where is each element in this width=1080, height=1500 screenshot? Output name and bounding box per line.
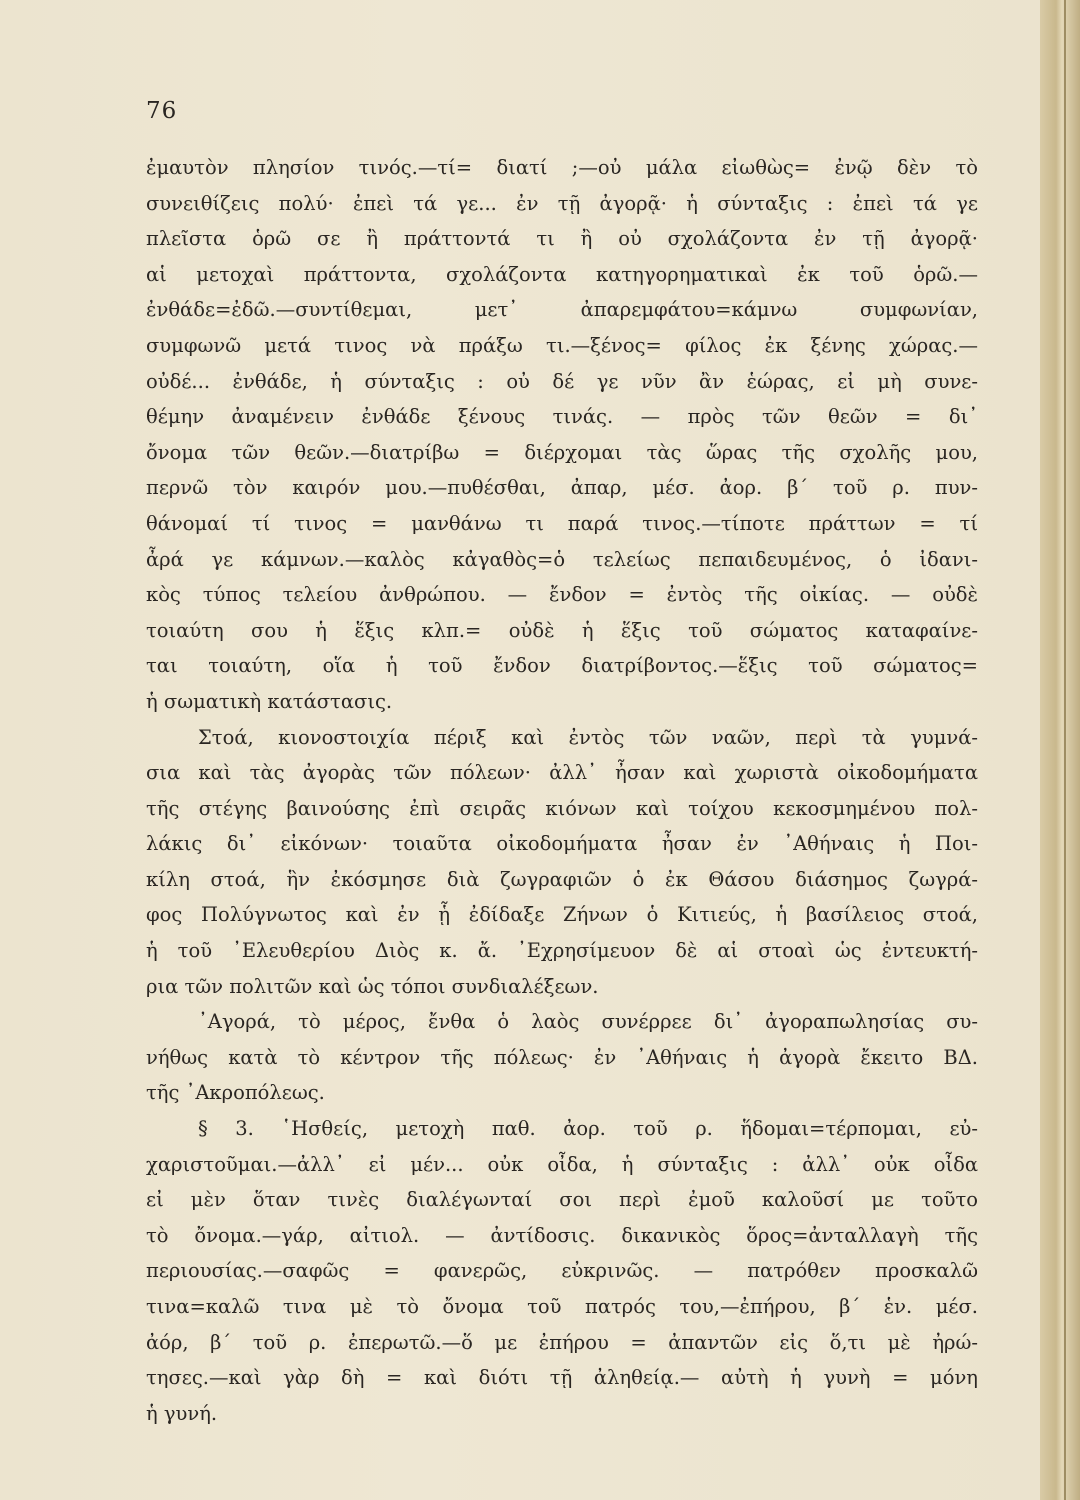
text-line: πλεῖστα ὁρῶ σε ἢ πράττοντά τι ἢ οὐ σχολάζοντα ἐν τῇ ἀγορᾷ· — [146, 227, 978, 251]
text-line: ἡ σωματικὴ κατάστασις. — [146, 689, 393, 713]
text-line: ἐνθάδε=ἐδῶ.—συντίθεμαι, μετ᾿ ἀπαρεμφάτου=κάμνω συμφωνίαν, — [146, 298, 978, 322]
text-line: τῆς ᾿Ακροπόλεως. — [146, 1081, 325, 1105]
text-line: εἰ μὲν ὅταν τινὲς διαλέγωνταί σοι περὶ ἐμοῦ καλοῦσί με τοῦτο — [146, 1188, 978, 1212]
text-line: ἀόρ, β´ τοῦ ρ. ἐπερωτῶ.—ὅ με ἐπήρου = ἀπαντῶν εἰς ὅ,τι μὲ ἠρώ- — [146, 1330, 978, 1354]
text-line: τινα=καλῶ τινα μὲ τὸ ὄνομα τοῦ πατρός του,—ἐπήρου, β´ ἑν. μέσ. — [146, 1295, 978, 1318]
text-line: θάνομαί τί τινος = μανθάνω τι παρά τινος.—τίποτε πράττων = τί — [146, 511, 978, 535]
book-page-edge — [1040, 0, 1080, 1500]
text-line: συμφωνῶ μετά τινος νὰ πράξω τι.—ξένος= φίλος ἐκ ξένης χώρας.— — [146, 333, 978, 357]
text-line: περιουσίας.—σαφῶς = φανερῶς, εὐκρινῶς. — πατρόθεν προσκαλῶ — [146, 1259, 978, 1283]
text-line: τοιαύτη σου ἡ ἕξις κλπ.= οὐδὲ ἡ ἕξις τοῦ σώματος καταφαίνε- — [146, 618, 978, 642]
text-line: ἡ τοῦ ᾿Ελευθερίου Διὸς κ. ἄ. ᾿Εχρησίμευον δὲ αἱ στοαὶ ὡς ἐντευκτή- — [146, 939, 978, 963]
paragraph-start-line: Στοά, κιονοστοιχία πέριξ καὶ ἐντὸς τῶν ναῶν, περὶ τὰ γυμνά- — [198, 725, 978, 749]
text-line: θέμην ἀναμένειν ἐνθάδε ξένους τινάς. — πρὸς τῶν θεῶν = δι᾿ — [146, 405, 978, 429]
text-line: ται τοιαύτη, οἵα ἡ τοῦ ἔνδον διατρίβοντος.—ἕξις τοῦ σώματος= — [146, 654, 978, 678]
text-line: χαριστοῦμαι.—ἀλλ᾿ εἰ μέν... οὐκ οἶδα, ἡ σύνταξις : ἀλλ᾿ οὐκ οἶδα — [146, 1152, 978, 1176]
text-line: αἱ μετοχαὶ πράττοντα, σχολάζοντα κατηγορηματικαὶ ἐκ τοῦ ὁρῶ.— — [146, 262, 978, 286]
text-line: τῆς στέγης βαινούσης ἐπὶ σειρᾶς κιόνων καὶ τοίχου κεκοσμημένου πολ- — [146, 796, 978, 820]
text-line: ρια τῶν πολιτῶν καὶ ὡς τόποι συνδιαλέξεων. — [146, 974, 599, 998]
text-line: τησες.—καὶ γὰρ δὴ = καὶ διότι τῇ ἀληθείᾳ.— αὐτὴ ἡ γυνὴ = μόνη — [146, 1366, 978, 1390]
text-line: λάκις δι᾿ εἰκόνων· τοιαῦτα οἰκοδομήματα ἦσαν ἐν ᾿Αθήναις ἡ Ποι- — [146, 832, 978, 856]
text-line: οὐδέ... ἐνθάδε, ἡ σύνταξις : οὐ δέ γε νῦν ἂν ἑώρας, εἰ μὴ συνε- — [146, 369, 978, 393]
text-line: ὄνομα τῶν θεῶν.—διατρίβω = διέρχομαι τὰς ὥρας τῆς σχολῆς μου, — [146, 440, 978, 464]
text-line: κὸς τύπος τελείου ἀνθρώπου. — ἔνδον = ἐντὸς τῆς οἰκίας. — οὐδὲ — [146, 583, 978, 607]
page-body — [146, 150, 978, 1431]
text-line: ἡ γυνή. — [146, 1401, 218, 1425]
text-line: τὸ ὄνομα.—γάρ, αἰτιολ. — ἀντίδοσις. δικανικὸς ὅρος=ἀνταλλαγὴ τῆς — [146, 1223, 978, 1247]
page-edge-line — [1064, 0, 1066, 1500]
section-start-line: § 3. ῾Ησθείς, μετοχὴ παθ. ἀορ. τοῦ ρ. ἥδομαι=τέρπομαι, εὐ- — [198, 1117, 978, 1141]
text-line: κίλη στοά, ἣν ἐκόσμησε διὰ ζωγραφιῶν ὁ ἐκ Θάσου διάσημος ζωγρά- — [146, 867, 978, 891]
paragraph-start-line: ᾿Αγορά, τὸ μέρος, ἔνθα ὁ λαὸς συνέρρεε δι᾿ ἀγοραπωλησίας συ- — [198, 1010, 978, 1034]
page-number: 76 — [146, 98, 178, 124]
text-line: ἐμαυτὸν πλησίον τινός.—τί= διατί ;—οὐ μάλα εἰωθὼς= ἐνῷ δὲν τὸ — [146, 156, 978, 179]
text-line: συνειθίζεις πολύ· ἐπεὶ τά γε... ἐν τῇ ἀγορᾷ· ἡ σύνταξις : ἐπεὶ τά γε — [146, 191, 978, 215]
text-line: ἆρά γε κάμνων.—καλὸς κἀγαθὸς=ὁ τελείως πεπαιδευμένος, ὁ ἰδανι- — [146, 547, 978, 571]
text-line: νήθως κατὰ τὸ κέντρον τῆς πόλεως· ἐν ᾿Αθήναις ἡ ἀγορὰ ἔκειτο ΒΔ. — [146, 1045, 978, 1069]
text-line: σια καὶ τὰς ἀγορὰς τῶν πόλεων· ἀλλ᾿ ἦσαν καὶ χωριστὰ οἰκοδομήματα — [146, 761, 978, 785]
text-line: φος Πολύγνωτος καὶ ἐν ᾗ ἐδίδαξε Ζήνων ὁ Κιτιεύς, ἡ βασίλειος στοά, — [146, 903, 978, 927]
text-line: περνῶ τὸν καιρόν μου.—πυθέσθαι, ἀπαρ, μέσ. ἀορ. β´ τοῦ ρ. πυν- — [146, 476, 978, 500]
